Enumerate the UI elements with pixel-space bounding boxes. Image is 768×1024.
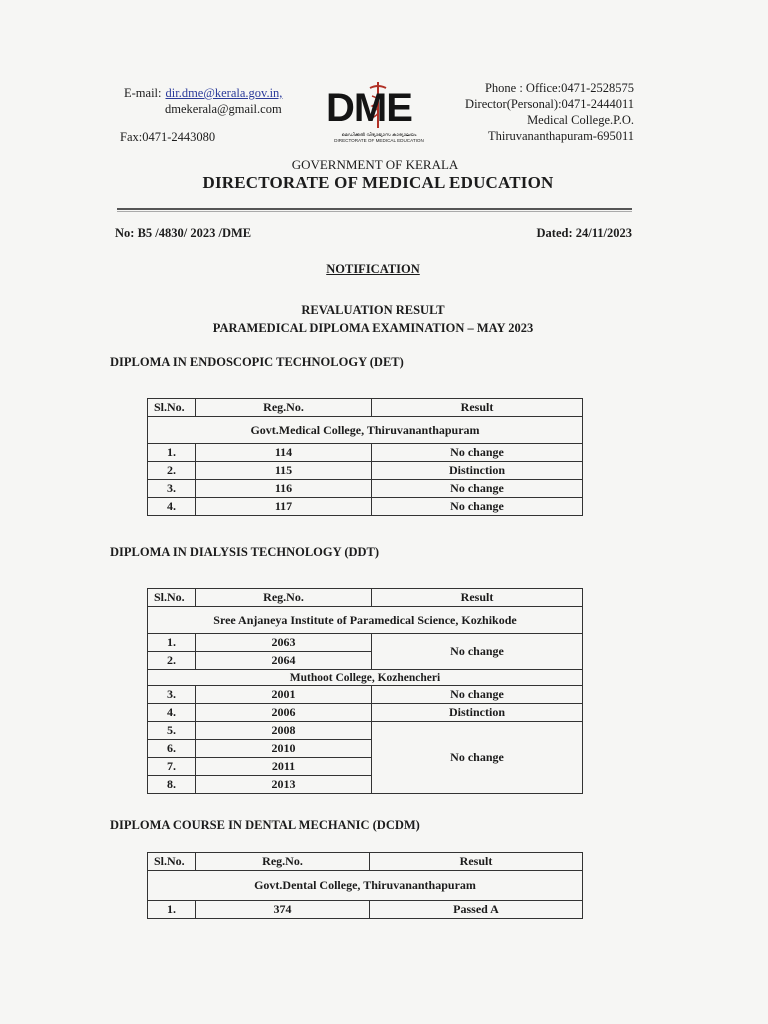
logo-wordmark: DME (326, 86, 412, 130)
email-link-primary[interactable]: dir.dme@kerala.gov.in, (165, 86, 283, 100)
result-cell: No change (372, 686, 583, 704)
email-secondary: dmekerala@gmail.com (165, 102, 282, 116)
address-line-1: Medical College.P.O. (527, 113, 634, 127)
result-cell: Distinction (372, 462, 583, 480)
sl-cell: 5. (148, 722, 196, 740)
reg-cell: 2064 (196, 652, 372, 670)
result-table-dcdm (147, 852, 583, 919)
sl-cell: 1. (148, 634, 196, 652)
result-cell: No change (372, 634, 583, 670)
reg-cell: 2008 (196, 722, 372, 740)
column-header-result: Result (372, 399, 583, 417)
reg-cell: 116 (196, 480, 372, 498)
reg-cell: 115 (196, 462, 372, 480)
table-row (148, 704, 583, 722)
reference-number: No: B5 /4830/ 2023 /DME (115, 226, 252, 240)
table-row (148, 480, 583, 498)
email-label: E-mail: (124, 86, 162, 100)
table-row (148, 498, 583, 516)
sl-cell: 2. (148, 462, 196, 480)
column-header-sl: Sl.No. (148, 589, 196, 607)
email-block (124, 85, 282, 117)
phone-director: Director(Personal):0471-2444011 (465, 97, 634, 111)
reg-cell: 2063 (196, 634, 372, 652)
section-heading-ddt: DIPLOMA IN DIALYSIS TECHNOLOGY (DDT) (110, 545, 380, 559)
result-cell: No change (372, 722, 583, 794)
logo-caption: മെഡിക്കൽ വിദ്യാഭ്യാസ കാര്യാലയം DIRECTORATE OF MEDICAL EDUCATION (334, 132, 424, 143)
column-header-reg: Reg.No. (196, 589, 372, 607)
table-row (148, 634, 583, 652)
sl-cell: 7. (148, 758, 196, 776)
result-cell: No change (372, 480, 583, 498)
directorate-title: DIRECTORATE OF MEDICAL EDUCATION (202, 173, 554, 192)
table-row (148, 686, 583, 704)
institution-row: Sree Anjaneya Institute of Paramedical Science, Kozhikode (148, 607, 583, 634)
dme-logo (322, 80, 434, 150)
section-heading-dcdm: DIPLOMA COURSE IN DENTAL MECHANIC (DCDM) (110, 818, 420, 832)
sl-cell: 4. (148, 498, 196, 516)
sl-cell: 3. (148, 686, 196, 704)
table-row (148, 444, 583, 462)
reg-cell: 2010 (196, 740, 372, 758)
institution-row: Govt.Dental College, Thiruvananthapuram (148, 871, 583, 901)
result-cell: Distinction (372, 704, 583, 722)
phone-address-block (465, 80, 634, 144)
sl-cell: 2. (148, 652, 196, 670)
notification-title: NOTIFICATION (326, 262, 420, 276)
phone-office: Phone : Office:0471-2528575 (484, 81, 634, 95)
reg-cell: 2013 (196, 776, 372, 794)
column-header-result: Result (372, 589, 583, 607)
reg-cell: 2011 (196, 758, 372, 776)
header-divider (117, 208, 632, 212)
result-cell: No change (372, 498, 583, 516)
section-heading-det: DIPLOMA IN ENDOSCOPIC TECHNOLOGY (DET) (110, 355, 404, 369)
table-row (148, 722, 583, 740)
column-header-sl: Sl.No. (148, 399, 196, 417)
table-row (148, 462, 583, 480)
result-title: REVALUATION RESULT PARAMEDICAL DIPLOMA EXAMINATION – MAY 2023 (212, 303, 534, 335)
address-line-2: Thiruvananthapuram-695011 (487, 129, 634, 143)
sl-cell: 1. (148, 901, 196, 919)
table-header-row (148, 399, 583, 417)
column-header-sl: Sl.No. (148, 853, 196, 871)
reg-cell: 2006 (196, 704, 372, 722)
reg-cell: 114 (196, 444, 372, 462)
sl-cell: 3. (148, 480, 196, 498)
result-table-det (147, 398, 583, 516)
column-header-result: Result (370, 853, 583, 871)
result-cell: No change (372, 444, 583, 462)
table-header-row (148, 589, 583, 607)
reg-cell: 117 (196, 498, 372, 516)
institution-row: Muthoot College, Kozhencheri (148, 670, 583, 686)
fax-number: Fax:0471-2443080 (120, 130, 216, 144)
table-header-row (148, 853, 583, 871)
sl-cell: 8. (148, 776, 196, 794)
result-cell: Passed A (370, 901, 583, 919)
sl-cell: 6. (148, 740, 196, 758)
table-row (148, 901, 583, 919)
reg-cell: 2001 (196, 686, 372, 704)
reference-date: Dated: 24/11/2023 (536, 226, 632, 240)
column-header-reg: Reg.No. (196, 399, 372, 417)
government-line: GOVERNMENT OF KERALA (291, 157, 459, 172)
sl-cell: 4. (148, 704, 196, 722)
result-table-ddt (147, 588, 583, 794)
column-header-reg: Reg.No. (196, 853, 370, 871)
institution-row: Govt.Medical College, Thiruvananthapuram (148, 417, 583, 444)
sl-cell: 1. (148, 444, 196, 462)
reg-cell: 374 (196, 901, 370, 919)
